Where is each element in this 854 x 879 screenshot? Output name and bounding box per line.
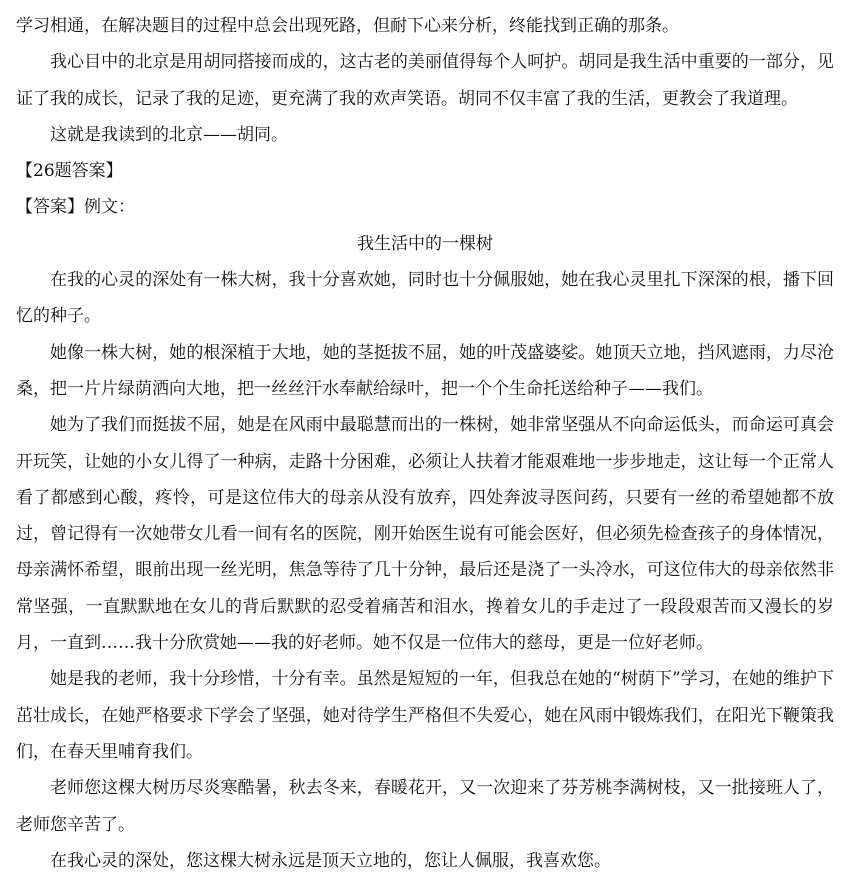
essay-paragraph-5: 老师您这棵大树历尽炎寒酷暑，秋去冬来，春暖花开，又一次迎来了芬芳桃李满树枝，又一批接班人了，老师您辛苦了。 [16,778,834,835]
essay-paragraph-3: 她为了我们而挺拔不屈，她是在风雨中最聪慧而出的一株树，她非常坚强从不向命运低头，而命运可真会开玩笑，让她的小女儿得了一种病，走路十分困难，必须让人扶着才能艰难地一步步地走，这让每一个正常人看了都感到心酸，疼怜，可是这位伟大的母亲从没有放弃，四处奔波寻医问药，只要有一丝的希望她都不放过，曾记得有一次她带女儿看一间有名的医院，刚开始医生说有可能会医好，但必须先检查孩子的身体情况，母亲满怀希望，眼前出现一丝光明，焦急等待了几十分钟，最后还是浇了一头冷水，可这位伟大的母亲依然非常坚强，一直默默地在女儿的背后默默的忍受着痛苦和泪水，搀着女儿的手走过了一段段艰苦而又漫长的岁月，一直到……我十分欣赏她——我的好老师。她不仅是一位伟大的慈母，更是一位好老师。 [16,415,834,654]
essay-title: 我生活中的一棵树 [357,233,493,254]
answer-heading: 【答案】例文： [16,197,135,218]
question-26-heading: 【26题答案】 [16,161,123,182]
paragraph-continued: 学习相通，在解决题目的过程中总会出现死路，但耐下心来分析，终能找到正确的那条。 [16,16,679,36]
paragraph-beijing-hutong: 我心目中的北京是用胡同搭接而成的，这古老的美丽值得每个人呵护。胡同是我生活中重要的一部分，见证了我的成长，记录了我的足迹，更充满了我的欢声笑语。胡同不仅丰富了我的生活，更教会了我道理。 [16,52,834,109]
paragraph-conclusion: 这就是我读到的北京——胡同。 [50,124,288,145]
essay-paragraph-4: 她是我的老师，我十分珍惜，十分有幸。虽然是短短的一年，但我总在她的“树荫下”学习，在她的维护下茁壮成长，在她严格要求下学会了坚强，她对待学生严格但不失爱心，她在风雨中锻炼我们，在阳光下鞭策我们，在春天里哺育我们。 [16,669,834,762]
essay-paragraph-1: 在我的心灵的深处有一株大树，我十分喜欢她，同时也十分佩服她，她在我心灵里扎下深深的根，播下回忆的种子。 [16,270,834,327]
essay-paragraph-2: 她像一株大树，她的根深植于大地，她的茎挺拔不屈，她的叶茂盛婆娑。她顶天立地，挡风遮雨，力尽沧桑，把一片片绿荫洒向大地，把一丝丝汗水奉献给绿叶，把一个个生命托送给种子——我们。 [16,342,834,399]
essay-paragraph-6: 在我心灵的深处，您这棵大树永远是顶天立地的，您让人佩服，我喜欢您。 [50,850,611,871]
